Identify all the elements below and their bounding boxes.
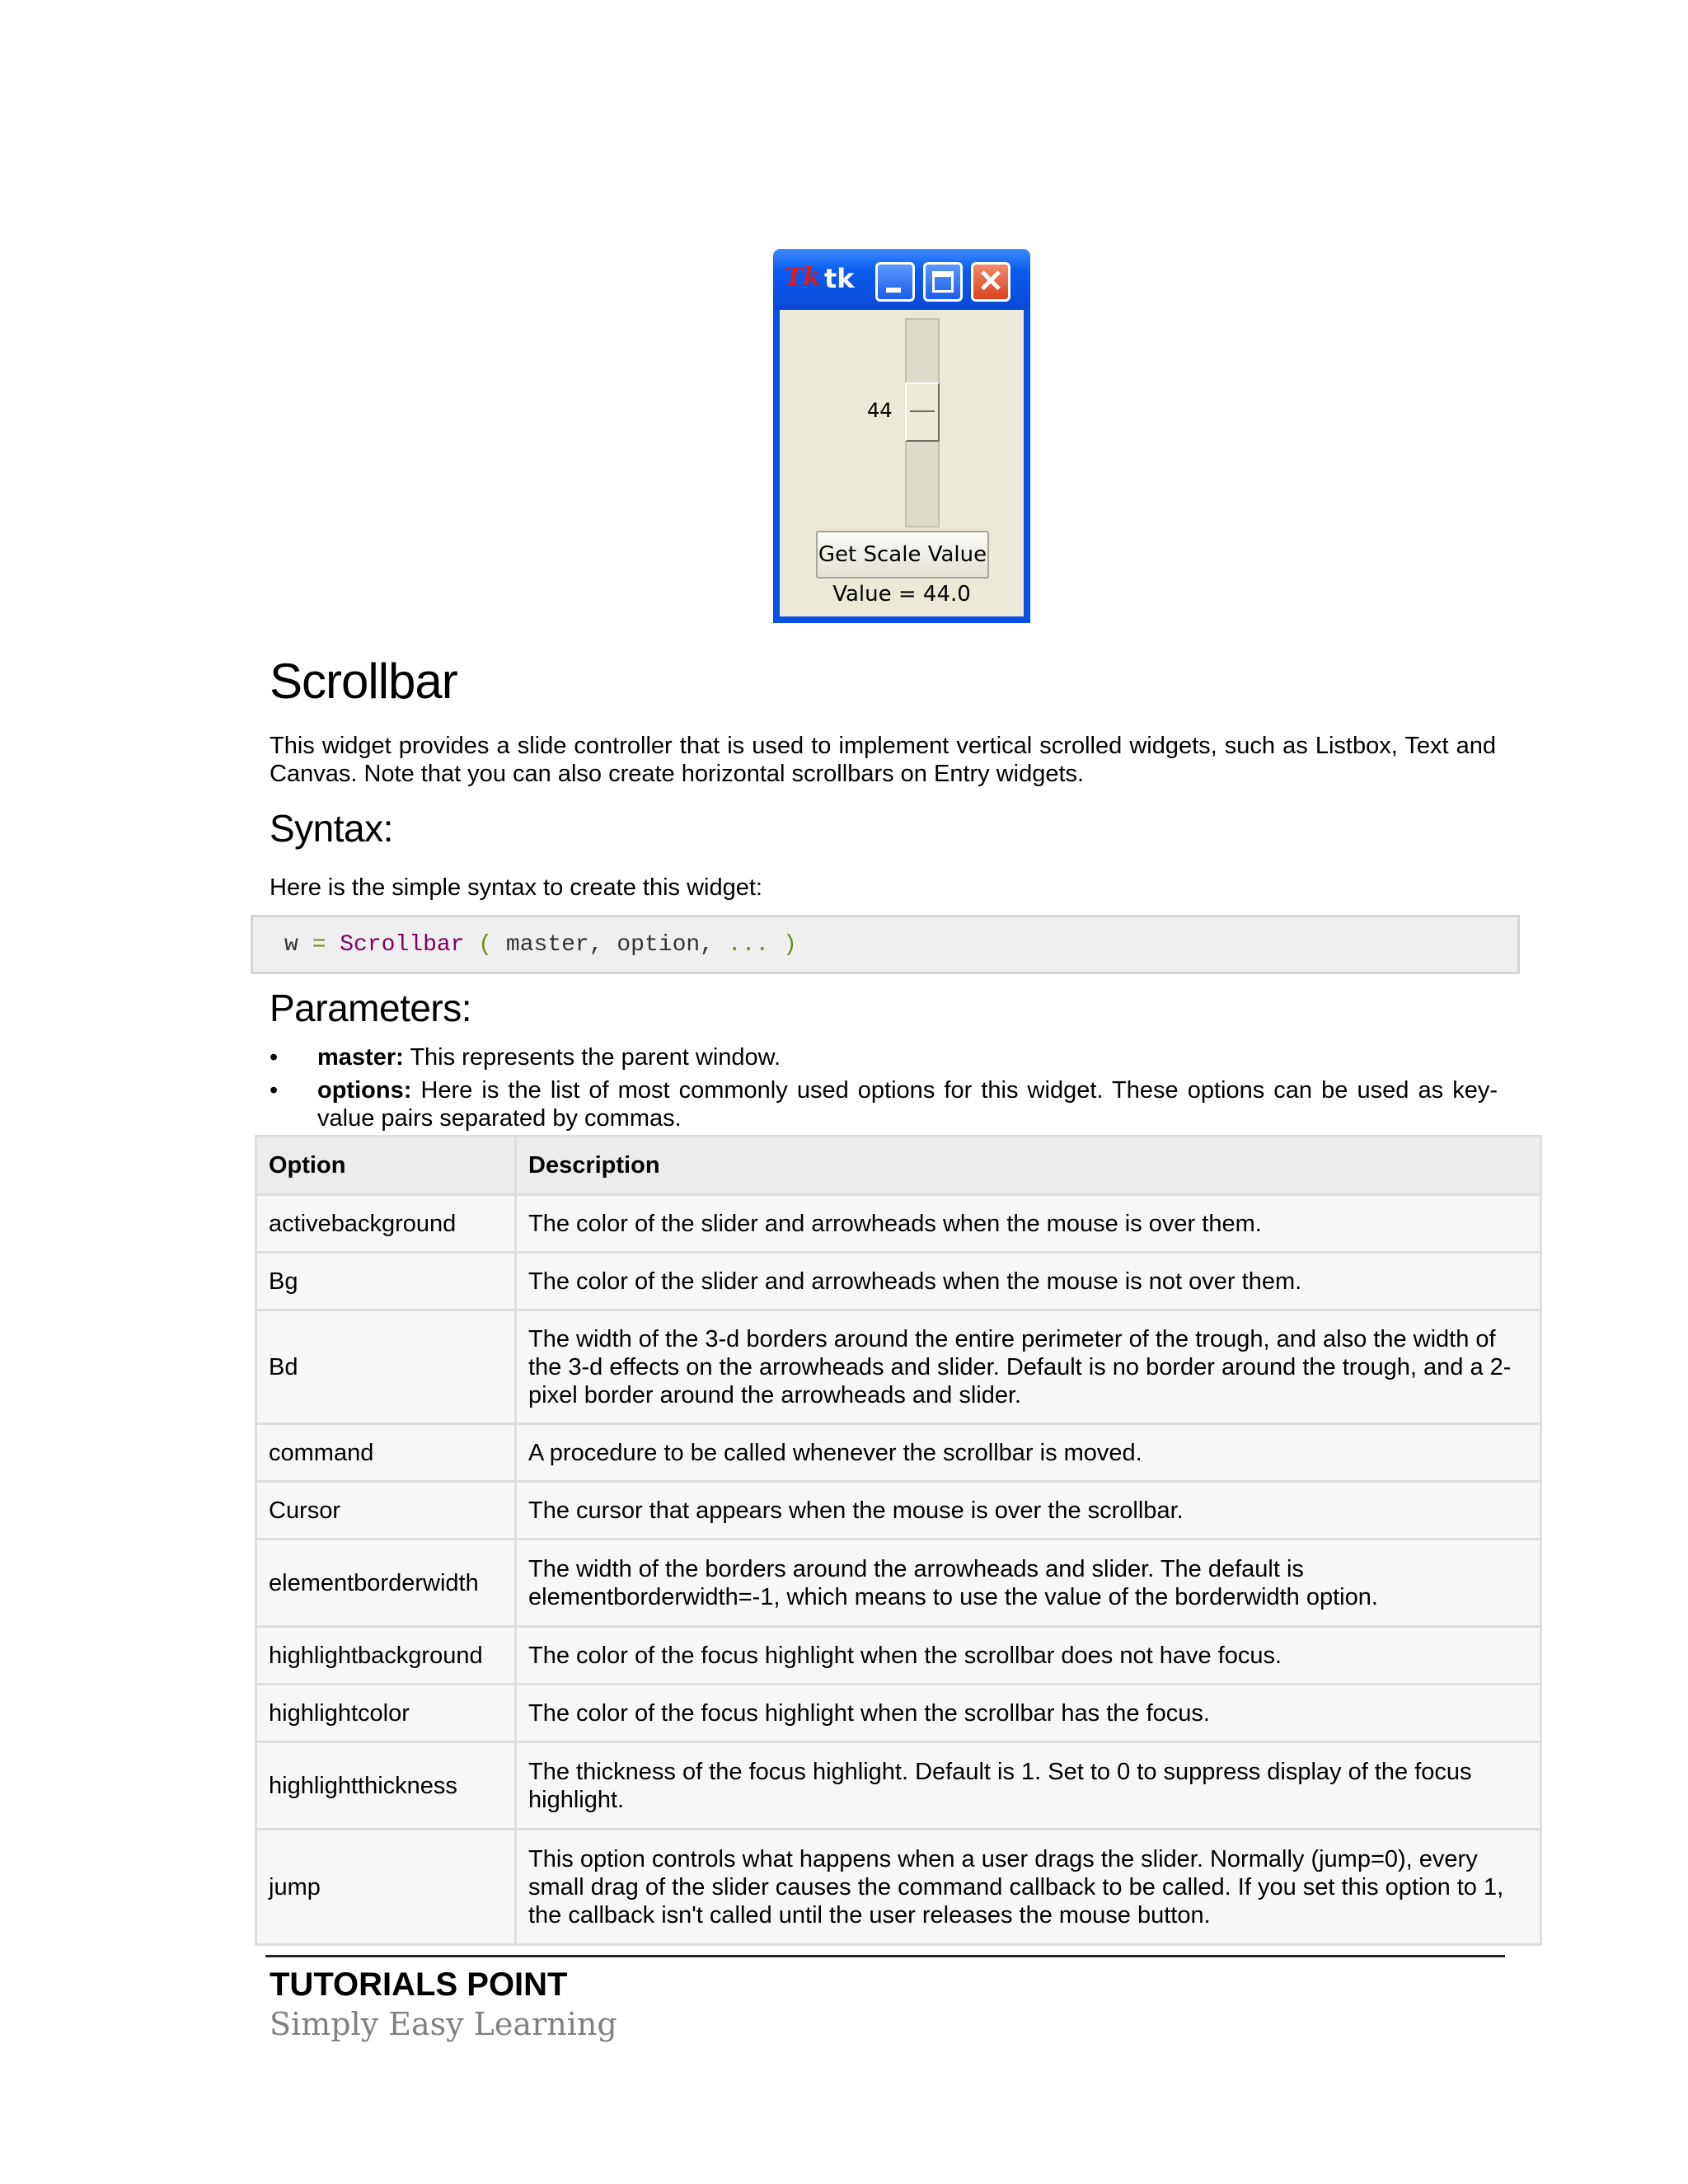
bullet-icon: • [270,1077,279,1104]
column-header-option: Option [256,1137,516,1195]
option-description: The color of the slider and arrowheads when the mouse is not over them. [516,1253,1541,1310]
code-rparen: ) [783,932,797,958]
close-icon: ✕ [978,265,1004,299]
close-button[interactable] [971,262,1010,302]
code-var: w [284,932,298,958]
window-client-area [780,310,1024,616]
code-dots: ... [727,932,770,958]
param-term: master: [317,1044,404,1071]
column-header-description: Description [516,1137,1541,1195]
value-label: Value = 44.0 [832,582,971,607]
option-description: The width of the 3-d borders around the entire perimeter of the trough, and also the width of the 3-d effects on the arrowheads and slider. Default is no border around the trough, and a 2-pixel border around the arrowheads and slider. [516,1310,1541,1424]
option-description: The thickness of the focus highlight. Default is 1. Set to 0 to suppress display of the focus highlight. [516,1742,1541,1830]
code-block [251,915,1520,974]
option-description: This option controls what happens when a user drags the slider. Normally (jump=0), every small drag of the slider causes the command callback to be called. If you set this option to 1, the callback isn't called until the user releases the mouse button. [516,1830,1541,1945]
scale-value-readout: 44 [867,399,893,422]
parameters-list [270,1043,1498,1137]
table-row [256,1627,1541,1685]
get-scale-value-button[interactable]: Get Scale Value [816,531,989,579]
footer-tagline: Simply Easy Learning [270,2006,617,2042]
code-class: Scrollbar [340,932,465,958]
scale-slider[interactable] [905,382,940,442]
option-description: The width of the borders around the arrowheads and slider. The default is elementborderwidth=-1, which means to use the value of the borderwidth option. [516,1540,1541,1627]
option-name: highlightbackground [256,1627,516,1685]
option-description: A procedure to be called whenever the scrollbar is moved. [516,1424,1541,1482]
slider-grip-line [910,410,935,412]
code-arg-master: master, [505,932,603,958]
param-text: Here is the list of most commonly used options for this widget. These options can be used as key-value pairs separated by commas. [317,1077,1498,1132]
table-row [256,1253,1541,1310]
option-description: The color of the focus highlight when the scrollbar does not have focus. [516,1627,1541,1685]
bullet-icon: • [270,1044,279,1071]
code-lparen: ( [478,932,493,958]
options-table [255,1135,1542,1946]
syntax-heading: Syntax: [270,807,393,850]
table-header-row [256,1137,1541,1195]
param-text: This represents the parent window. [410,1044,781,1071]
option-description: The color of the focus highlight when the scrollbar has the focus. [516,1685,1541,1742]
option-name: elementborderwidth [256,1540,516,1627]
option-name: Cursor [256,1482,516,1540]
maximize-icon [932,271,954,293]
intro-paragraph: This widget provides a slide controller that is used to implement vertical scrolled widgets, such as Listbox, Text and Canvas. Note that you can also create horizontal scrollbars on Entry widgets. [270,733,1496,787]
tk-logo-icon: Tk [785,263,821,292]
table-row [256,1195,1541,1253]
window-title: tk [824,263,855,294]
option-name: Bd [256,1310,516,1424]
option-name: command [256,1424,516,1482]
table-row [256,1685,1541,1742]
code-eq: = [312,932,326,958]
tk-window [773,249,1030,623]
option-name: highlightthickness [256,1742,516,1830]
option-name: highlightcolor [256,1685,516,1742]
footer-brand: TUTORIALS POINT [270,1966,568,2003]
list-item [270,1043,1498,1071]
minimize-button[interactable] [875,262,915,302]
option-name: activebackground [256,1195,516,1253]
table-row [256,1482,1541,1540]
syntax-code [284,932,797,958]
table-row [256,1540,1541,1627]
option-description: The color of the slider and arrowheads when the mouse is over them. [516,1195,1541,1253]
table-row [256,1310,1541,1424]
option-name: Bg [256,1253,516,1310]
parameters-heading: Parameters: [270,987,472,1029]
option-name: jump [256,1830,516,1945]
table-row [256,1830,1541,1945]
table-row [256,1742,1541,1830]
section-heading: Scrollbar [270,654,457,709]
minimize-icon [886,288,901,293]
window-titlebar[interactable] [773,249,1030,310]
footer-divider [265,1955,1505,1957]
option-description: The cursor that appears when the mouse is over the scrollbar. [516,1482,1541,1540]
syntax-text: Here is the simple syntax to create this widget: [270,874,762,901]
code-arg-option: option, [617,932,714,958]
param-term: options: [317,1077,412,1104]
maximize-button[interactable] [923,262,963,302]
table-row [256,1424,1541,1482]
list-item [270,1076,1498,1132]
